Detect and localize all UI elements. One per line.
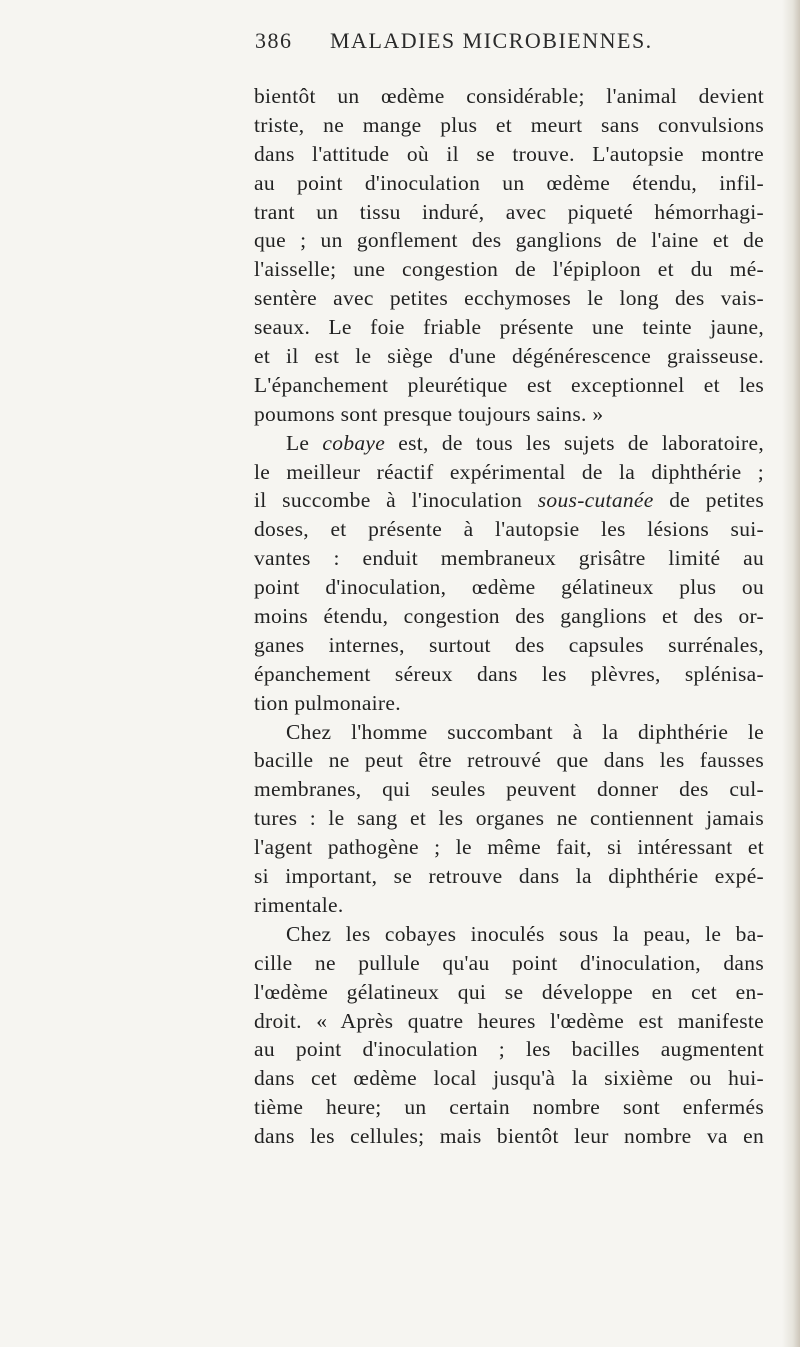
- body-text: [254, 82, 764, 1151]
- text-line: trant un tissu induré, avec piqueté hémorrhagi-: [254, 199, 764, 224]
- text-line: tième heure; un certain nombre sont enfermés: [254, 1095, 764, 1120]
- text-line: rimentale.: [254, 892, 344, 917]
- text-line: L'épanchement pleurétique est exceptionnel et les: [254, 372, 764, 397]
- text-line: droit. « Après quatre heures l'œdème est manifeste: [254, 1008, 764, 1033]
- text-line: [254, 486, 764, 515]
- page-edge-shadow: [782, 0, 800, 1347]
- text-line: moins étendu, congestion des ganglions et des or-: [254, 604, 764, 629]
- text-line: vantes : enduit membraneux grisâtre limité au: [254, 546, 764, 571]
- text-line: dans les cellules; mais bientôt leur nombre va en: [254, 1124, 764, 1149]
- text-line: cille ne pullule qu'au point d'inoculation, dans: [254, 950, 764, 975]
- text-line: sentère avec petites ecchymoses le long des vais-: [254, 286, 764, 311]
- text-line: le meilleur réactif expérimental de la diphthérie ;: [254, 459, 764, 484]
- italic-term-sous-cutanee: sous-cutanée: [537, 488, 654, 513]
- text-line: Chez les cobayes inoculés sous la peau, le ba-: [286, 921, 764, 946]
- text-line: l'agent pathogène ; le même fait, si intéressant et: [254, 835, 764, 860]
- text-fragment: Le: [286, 430, 323, 455]
- running-title: MALADIES MICROBIENNES.: [330, 28, 653, 53]
- text-line: doses, et présente à l'autopsie les lésions sui-: [254, 517, 764, 542]
- text-line: l'aisselle; une congestion de l'épiploon et du mé-: [254, 257, 764, 282]
- text-line: que ; un gonflement des ganglions de l'aine et de: [254, 228, 764, 253]
- text-fragment: il succombe à l'inoculation: [254, 488, 538, 513]
- text-line: bientôt un œdème considérable; l'animal devient: [254, 84, 764, 108]
- text-fragment: de petites: [653, 488, 765, 513]
- text-line: membranes, qui seules peuvent donner des cul-: [254, 777, 764, 802]
- text-line: au point d'inoculation un œdème étendu, infil-: [254, 170, 764, 195]
- text-line: au point d'inoculation ; les bacilles augmentent: [254, 1037, 764, 1062]
- text-line: bacille ne peut être retrouvé que dans les fausses: [254, 748, 764, 773]
- text-line: triste, ne mange plus et meurt sans convulsions: [254, 112, 764, 137]
- text-line: tures : le sang et les organes ne contiennent jamais: [254, 806, 764, 831]
- text-line: seaux. Le foie friable présente une teinte jaune,: [254, 315, 764, 340]
- text-line: ganes internes, surtout des capsules surrénales,: [254, 632, 764, 657]
- text-line: dans cet œdème local jusqu'à la sixième ou hui-: [254, 1066, 764, 1091]
- text-line: tion pulmonaire.: [254, 690, 401, 715]
- text-line: point d'inoculation, œdème gélatineux plus ou: [254, 575, 764, 600]
- text-line: [254, 429, 764, 458]
- text-line: si important, se retrouve dans la diphthérie expé-: [254, 864, 764, 889]
- page-number: 386: [255, 28, 293, 53]
- text-line: Chez l'homme succombant à la diphthérie le: [286, 719, 764, 744]
- text-line: l'œdème gélatineux qui se développe en cet en-: [254, 979, 764, 1004]
- italic-term-cobaye: cobaye: [322, 430, 386, 455]
- text-fragment: est, de tous les sujets de laboratoire,: [385, 430, 764, 455]
- text-line: et il est le siège d'une dégénérescence graisseuse.: [254, 344, 764, 369]
- text-line: dans l'attitude où il se trouve. L'autopsie montre: [254, 141, 764, 166]
- text-line: poumons sont presque toujours sains. »: [254, 401, 604, 426]
- text-line: épanchement séreux dans les plèvres, splénisa-: [254, 661, 764, 686]
